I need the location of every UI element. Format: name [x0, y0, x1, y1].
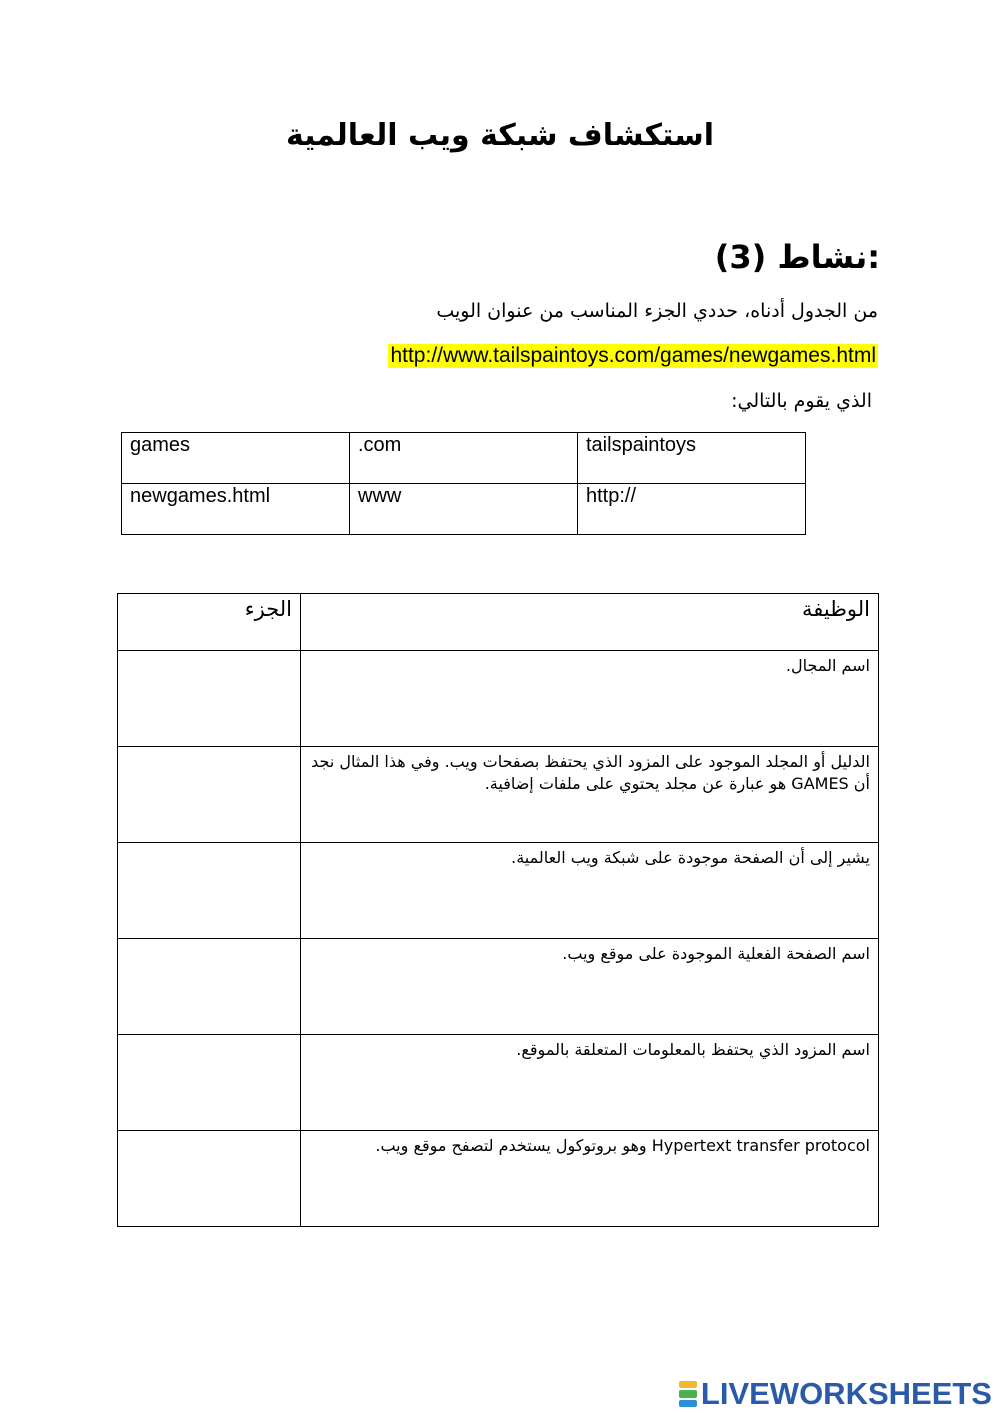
answer-drop-cell[interactable] [118, 747, 301, 843]
table-row [118, 651, 879, 747]
answer-drop-cell[interactable] [118, 651, 301, 747]
part-cell: newgames.html [122, 484, 350, 535]
function-cell: الدليل أو المجلد الموجود على المزود الذي يحتفظ بصفحات ويب. وفي هذا المثال نجد أن GAMES هو عبارة عن مجلد يحتوي على ملفات إضافية. [301, 747, 879, 843]
part-cell: www [350, 484, 578, 535]
table-row [118, 843, 879, 939]
function-cell: اسم الصفحة الفعلية الموجودة على موقع ويب. [301, 939, 879, 1035]
logo-icon [679, 1380, 697, 1408]
highlighted-url: http://www.tailspaintoys.com/games/newgames.html [390, 344, 876, 367]
table-row [118, 939, 879, 1035]
table-row [118, 1035, 879, 1131]
part-cell: tailspaintoys [578, 433, 806, 484]
logo-text: LIVEWORKSHEETS [700, 1376, 992, 1411]
header-part: الجزء [118, 594, 301, 651]
function-cell: يشير إلى أن الصفحة موجودة على شبكة ويب العالمية. [301, 843, 879, 939]
table-row [118, 1131, 879, 1227]
page-title: استكشاف شبكة ويب العالمية [285, 118, 715, 153]
instruction-text: من الجدول أدناه، حددي الجزء المناسب من عنوان الويب [436, 300, 878, 322]
answer-drop-cell[interactable] [118, 1131, 301, 1227]
part-cell: .com [350, 433, 578, 484]
part-cell: games [122, 433, 350, 484]
function-cell: Hypertext transfer protocol وهو بروتوكول يستخدم لتصفح موقع ويب. [301, 1131, 879, 1227]
header-function: الوظيفة [301, 594, 879, 651]
url-parts-table [121, 432, 806, 535]
table-header-row [118, 594, 879, 651]
function-cell: اسم المجال. [301, 651, 879, 747]
function-cell: اسم المزود الذي يحتفظ بالمعلومات المتعلقة بالموقع. [301, 1035, 879, 1131]
part-cell: http:// [578, 484, 806, 535]
function-part-table [117, 593, 879, 1227]
table-row [118, 747, 879, 843]
table-row [122, 433, 806, 484]
answer-drop-cell[interactable] [118, 1035, 301, 1131]
answer-drop-cell[interactable] [118, 843, 301, 939]
activity-heading: نشاط (3): [714, 238, 880, 276]
follow-text: الذي يقوم بالتالي: [731, 390, 872, 412]
liveworksheets-logo[interactable] [679, 1376, 992, 1412]
table-row [122, 484, 806, 535]
answer-drop-cell[interactable] [118, 939, 301, 1035]
